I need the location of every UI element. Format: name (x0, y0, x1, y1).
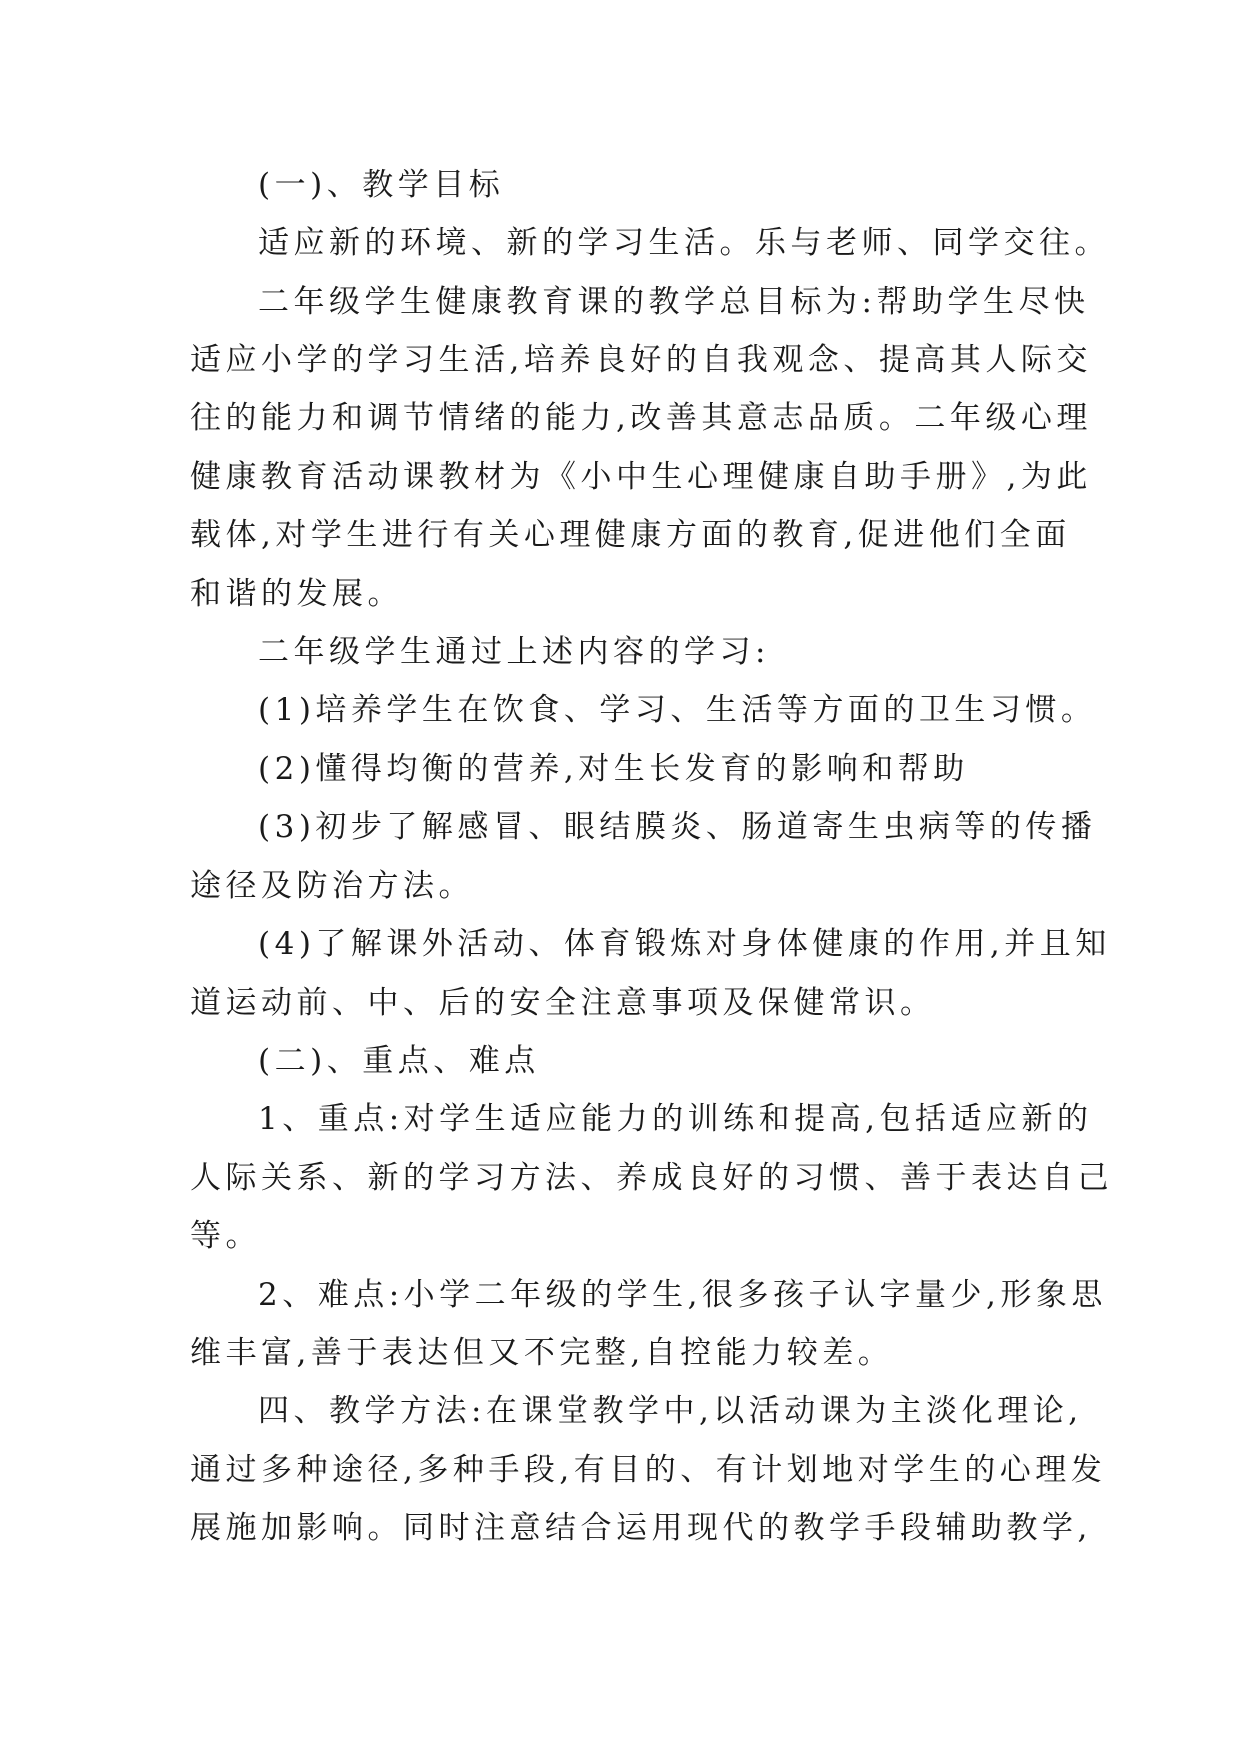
body-line: 通过多种途径,多种手段,有目的、有计划地对学生的心理发 (190, 1452, 1107, 1488)
body-line: 载体,对学生进行有关心理健康方面的教育,促进他们全面 (190, 517, 1071, 553)
section-heading-key-points: (二)、重点、难点 (258, 1043, 540, 1079)
body-line: 适应小学的学习生活,培养良好的自我观念、提高其人际交 (190, 342, 1092, 378)
list-item-continuation: 途径及防治方法。 (190, 868, 474, 904)
body-line: 人际关系、新的学习方法、养成良好的习惯、善于表达自己 (190, 1160, 1113, 1196)
list-item: (4)了解课外活动、体育锻炼对身体健康的作用,并且知 (258, 926, 1111, 962)
body-line: 健康教育活动课教材为《小中生心理健康自助手册》,为此 (190, 459, 1092, 495)
body-line: 二年级学生健康教育课的教学总目标为:帮助学生尽快 (258, 284, 1090, 320)
body-line: 等。 (190, 1218, 261, 1254)
body-line: 适应新的环境、新的学习生活。乐与老师、同学交往。 (258, 225, 1110, 261)
list-item: (1)培养学生在饮食、学习、生活等方面的卫生习惯。 (258, 692, 1097, 728)
body-line: 和谐的发展。 (190, 576, 403, 612)
body-line: 2、难点:小学二年级的学生,很多孩子认字量少,形象思 (258, 1277, 1107, 1313)
list-item: (3)初步了解感冒、眼结膜炎、肠道寄生虫病等的传播 (258, 809, 1097, 845)
body-line: 1、重点:对学生适应能力的训练和提高,包括适应新的 (258, 1101, 1093, 1137)
section-heading-teaching-goals: (一)、教学目标 (258, 167, 505, 203)
body-line: 展施加影响。同时注意结合运用现代的教学手段辅助教学, (190, 1510, 1092, 1546)
list-item: (2)懂得均衡的营养,对生长发育的影响和帮助 (258, 751, 969, 787)
list-item-continuation: 道运动前、中、后的安全注意事项及保健常识。 (190, 985, 936, 1021)
body-line: 二年级学生通过上述内容的学习: (258, 634, 770, 670)
body-line: 往的能力和调节情绪的能力,改善其意志品质。二年级心理 (190, 400, 1092, 436)
body-line: 四、教学方法:在课堂教学中,以活动课为主淡化理论, (258, 1393, 1083, 1429)
body-line: 维丰富,善于表达但又不完整,自控能力较差。 (190, 1335, 894, 1371)
